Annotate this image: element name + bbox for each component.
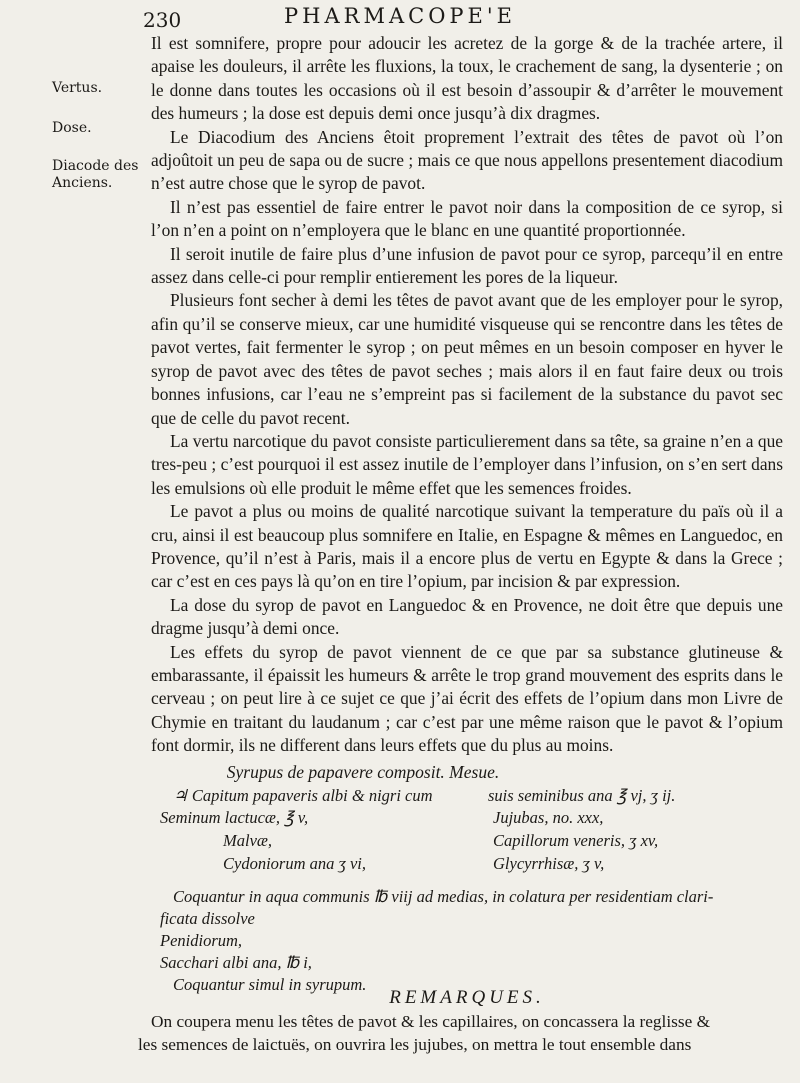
recipe-instruction: Penidiorum, — [160, 931, 243, 950]
recipe-title: Syrupus de papavere composit. Mesue. — [226, 762, 500, 782]
paragraph: Plusieurs font secher à demi les têtes de pavot avant que de les employer pour le syrop, afin qu’il se conserve mieux, car une humidité visqueuse qui se rencontre dans les têtes de pavot vertes, fait fermenter le syrop ; on peut mêmes en un besoin composer en hyver le syrop de pavot avec des têtes de pavot seches ; mais alors il en faut faire deux ou trois bonnes infusions, car l’eau ne s’empreint pas si facilement de la substance du pavot sec que de celle du pavot recent. — [151, 290, 783, 428]
main-text — [151, 32, 783, 758]
ingredient-left: Cydoniorum ana ʒ vi, — [223, 854, 366, 873]
margin-note-diacode: Diacode des Anciens. — [52, 158, 139, 191]
paragraph: Il seroit inutile de faire plus d’une infusion de pavot pour ce syrop, parcequ’il en entre assez dans celle-ci pour remplir entierement les pores de la liqueur. — [151, 243, 783, 288]
remarques-line: les semences de laictuës, on ouvrira les jujubes, on mettra le tout ensemble dans — [138, 1035, 692, 1055]
paragraph: Le Diacodium des Anciens êtoit proprement l’extrait des têtes de pavot où l’on adjoûtoit un peu de sapa ou de sucre ; mais ce que nous appellons presentement diacodium n’est autre chose que le syrop de pavot. — [151, 126, 783, 194]
recipe-instruction: ficata dissolve — [160, 909, 255, 928]
running-title: PHARMACOPE'E — [284, 4, 516, 28]
margin-note-dose: Dose. — [52, 120, 92, 136]
ingredient-right: Glycyrrhisæ, ʒ v, — [493, 854, 605, 873]
ingredient-left: Malvæ, — [223, 831, 273, 850]
ingredient-right: Jujubas, no. xxx, — [493, 808, 604, 827]
page-header — [0, 2, 800, 32]
recipe-instruction: Coquantur simul in syrupum. — [173, 975, 367, 994]
paragraph: La dose du syrop de pavot en Languedoc & en Provence, ne doit être que depuis une dragme jusqu’à demi once. — [151, 594, 783, 639]
remarques-heading: REMARQUES. — [389, 987, 545, 1008]
paragraph: Il n’est pas essentiel de faire entrer le pavot noir dans la composition de ce syrop, si l’on n’en a point on n’employera que le blanc en une quantité proportionnée. — [151, 196, 783, 241]
recipe-instruction: Coquantur in aqua communis ℔ viij ad medias, in colatura per residentiam clari- — [173, 887, 714, 906]
margin-note-vertus: Vertus. — [52, 80, 103, 96]
paragraph: Le pavot a plus ou moins de qualité narcotique suivant la temperature du païs où il a cru, ainsi il est beaucoup plus somnifere en Italie, en Espagne & mêmes en Languedoc, en Provence, qu’il n’est à Paris, mais il a encore plus de vertu en Egypte & dans la Grece ; car c’est en ces pays là qu’on en tire l’opium, par incision & par expression. — [151, 501, 783, 592]
ingredient-left: ♃ Capitum papaveris albi & nigri cum — [173, 786, 433, 805]
ingredient-right: suis seminibus ana ℥ vj, ʒ ij. — [488, 786, 676, 805]
ingredient-right: Capillorum veneris, ʒ xv, — [493, 831, 659, 850]
ingredient-left: Seminum lactucæ, ℥ v, — [160, 808, 309, 827]
paragraph: Les effets du syrop de pavot viennent de ce que par sa substance glutineuse & embarassante, il épaissit les humeurs & arrête le trop grand mouvement des esprits dans le cerveau ; on peut lire à ce sujet ce que j’ai écrit des effets de l’opium dans mon Livre de Chymie en traitant du laudanum ; car c’est par une même raison que le pavot & l’opium font dormir, ils ne different dans leurs effets que du plus au moins. — [151, 641, 783, 756]
paragraph: Il est somnifere, propre pour adoucir les acretez de la gorge & de la trachée artere, il apaise les douleurs, il arrête les fluxions, la toux, le crachement de sang, la dysenterie ; on le donne dans toutes les occasions où il est besoin d’assoupir & d’arrêter le mouvement des humeurs ; la dose est depuis demi once jusqu’à dix dragmes. — [151, 33, 783, 124]
remarques-text — [138, 1010, 783, 1057]
remarques-line: On coupera menu les têtes de pavot & les capillaires, on concassera la reglisse & — [151, 1012, 711, 1031]
recipe-instruction: Sacchari albi ana, ℔ i, — [160, 953, 312, 972]
paragraph: La vertu narcotique du pavot consiste particulierement dans sa tête, sa graine n’en a que tres-peu ; c’est pourquoi il est assez inutile de l’employer dans l’infusion, on s’en sert dans les emulsions où elle produit le même effet que les semences froides. — [151, 430, 783, 498]
page-number: 230 — [143, 8, 182, 32]
